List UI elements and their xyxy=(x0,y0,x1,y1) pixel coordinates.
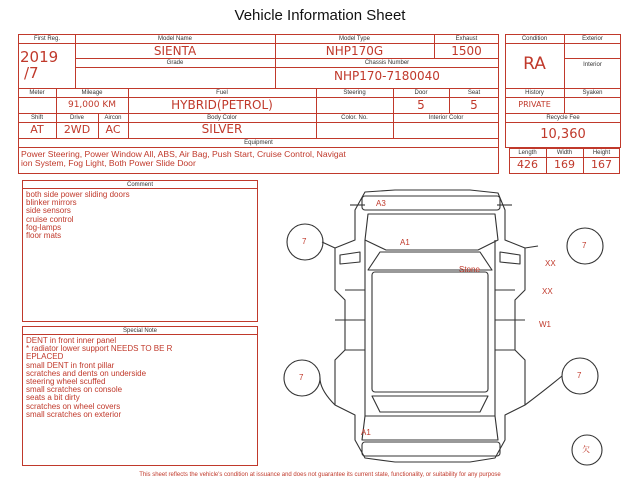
exhaust-value: 1500 xyxy=(451,44,482,58)
wheel-label-rear-right: 7 xyxy=(577,371,582,380)
condition-label: Condition xyxy=(521,36,548,42)
special-note-line: scratches on wheel covers xyxy=(26,401,121,411)
comment-line: fog-lamps xyxy=(26,222,62,232)
grade-label: Grade xyxy=(166,60,184,66)
special-note-line: small scratches on exterior xyxy=(26,409,122,419)
wheel-label-front-right: 7 xyxy=(582,241,587,250)
body-color-label: Body Color xyxy=(207,115,237,121)
steering-label: Steering xyxy=(343,90,366,96)
rear-bumper xyxy=(362,442,500,456)
meter-label: Meter xyxy=(29,90,45,96)
color-no-label: Color. No. xyxy=(341,115,368,121)
special-note-line: EPLACED xyxy=(26,352,64,362)
wheel-label-rear-left: 7 xyxy=(299,373,304,382)
damage-label-a1-rear: A1 xyxy=(361,428,371,437)
disclaimer-footer: This sheet reflects the vehicle's condition at issuance and does not guarantee its current state, functionality, or suitability for any purpose xyxy=(139,472,501,478)
width-value: 169 xyxy=(554,158,575,171)
interior-color-label: Interior Color xyxy=(428,115,464,121)
shift-value: AT xyxy=(30,123,44,136)
damage-label-xx-2: XX xyxy=(542,287,553,296)
damage-label-stone: Stone xyxy=(459,265,480,274)
model-name-label: Model Name xyxy=(157,36,192,42)
model-type-value: NHP170G xyxy=(325,44,384,58)
special-note-line: small DENT in front pillar xyxy=(26,360,115,370)
history-value: PRIVATE xyxy=(518,100,551,109)
roof-panel xyxy=(372,272,488,392)
car-diagram xyxy=(262,180,640,472)
rear-gate xyxy=(362,416,498,440)
special-note-line: steering wheel scuffed xyxy=(26,377,106,387)
recycle-fee-label: Recycle Fee xyxy=(546,115,580,121)
first-reg-label: First Reg. xyxy=(33,36,60,42)
length-label: Length xyxy=(518,150,537,156)
shift-label: Shift xyxy=(30,115,43,121)
comment-line: both side power sliding doors xyxy=(26,190,130,199)
equipment-line-1: Power Steering, Power Window All, ABS, Air Bag, Push Start, Cruise Control, Navigat xyxy=(21,149,346,159)
height-label: Height xyxy=(592,150,611,156)
special-note-label: Special Note xyxy=(122,328,158,334)
comment-line: floor mats xyxy=(26,231,62,241)
special-note-line: small scratches on console xyxy=(26,385,123,395)
chassis-value: NHP170-7180040 xyxy=(334,69,440,83)
exterior-label: Exterior xyxy=(582,36,603,42)
chassis-label: Chassis Number xyxy=(364,60,410,66)
height-value: 167 xyxy=(591,158,612,171)
comment-line: side sensors xyxy=(26,206,71,216)
width-label: Width xyxy=(556,150,573,156)
seat-label: Seat xyxy=(467,90,481,96)
equipment-line-2: ion System, Fog Light, Both Power Slide Door xyxy=(21,158,196,168)
comment-line: cruise control xyxy=(26,214,74,224)
body-color-value: SILVER xyxy=(201,122,243,136)
condition-value: RA xyxy=(523,54,546,74)
comment-label: Comment xyxy=(126,182,153,188)
model-type-label: Model Type xyxy=(339,36,370,42)
equipment-label: Equipment xyxy=(244,140,273,146)
syaken-label: Syaken xyxy=(582,90,603,96)
special-note-line: scratches and dents on underside xyxy=(26,368,147,378)
door-label: Door xyxy=(414,90,428,96)
left-mirror xyxy=(340,252,360,264)
damage-label-xx-1: XX xyxy=(545,259,556,268)
exhaust-label: Exhaust xyxy=(455,36,478,42)
history-label: History xyxy=(525,90,544,96)
special-note-line: DENT in front inner panel xyxy=(26,336,117,345)
drive-label: Drive xyxy=(69,115,84,121)
damage-label-a3: A3 xyxy=(376,199,386,208)
aircon-value: AC xyxy=(105,123,121,136)
interior-label: Interior xyxy=(583,62,602,68)
fuel-label: Fuel xyxy=(216,90,228,96)
comment-line: blinker mirrors xyxy=(26,198,77,208)
damage-label-w1: W1 xyxy=(539,320,551,329)
hood-panel xyxy=(365,214,498,250)
drive-value: 2WD xyxy=(63,123,91,136)
wheel-label-front-left: 7 xyxy=(302,237,307,246)
seat-value: 5 xyxy=(470,98,478,112)
aircon-label: Aircon xyxy=(104,115,122,121)
first-reg-value-month: /7 xyxy=(24,64,39,82)
right-mirror xyxy=(500,252,520,264)
special-note-list xyxy=(26,337,172,419)
door-value: 5 xyxy=(417,98,425,112)
damage-label-a1-hood: A1 xyxy=(400,238,410,247)
length-value: 426 xyxy=(517,158,538,171)
mileage-label: Mileage xyxy=(81,90,103,96)
model-name-value: SIENTA xyxy=(153,44,197,58)
first-reg-value-year: 2019 xyxy=(20,48,59,66)
rear-glass xyxy=(372,396,488,412)
sheet-title: Vehicle Information Sheet xyxy=(234,7,406,24)
special-note-line: seats a bit dirty xyxy=(26,393,80,403)
recycle-fee-value: 10,360 xyxy=(540,127,586,142)
stamp-label: 欠 xyxy=(582,445,590,454)
special-note-line: * radiator lower support NEEDS TO BE R xyxy=(26,344,173,354)
comment-list xyxy=(26,191,130,240)
mileage-value: 91,000 KM xyxy=(67,100,117,110)
fuel-value: HYBRID(PETROL) xyxy=(171,98,273,112)
